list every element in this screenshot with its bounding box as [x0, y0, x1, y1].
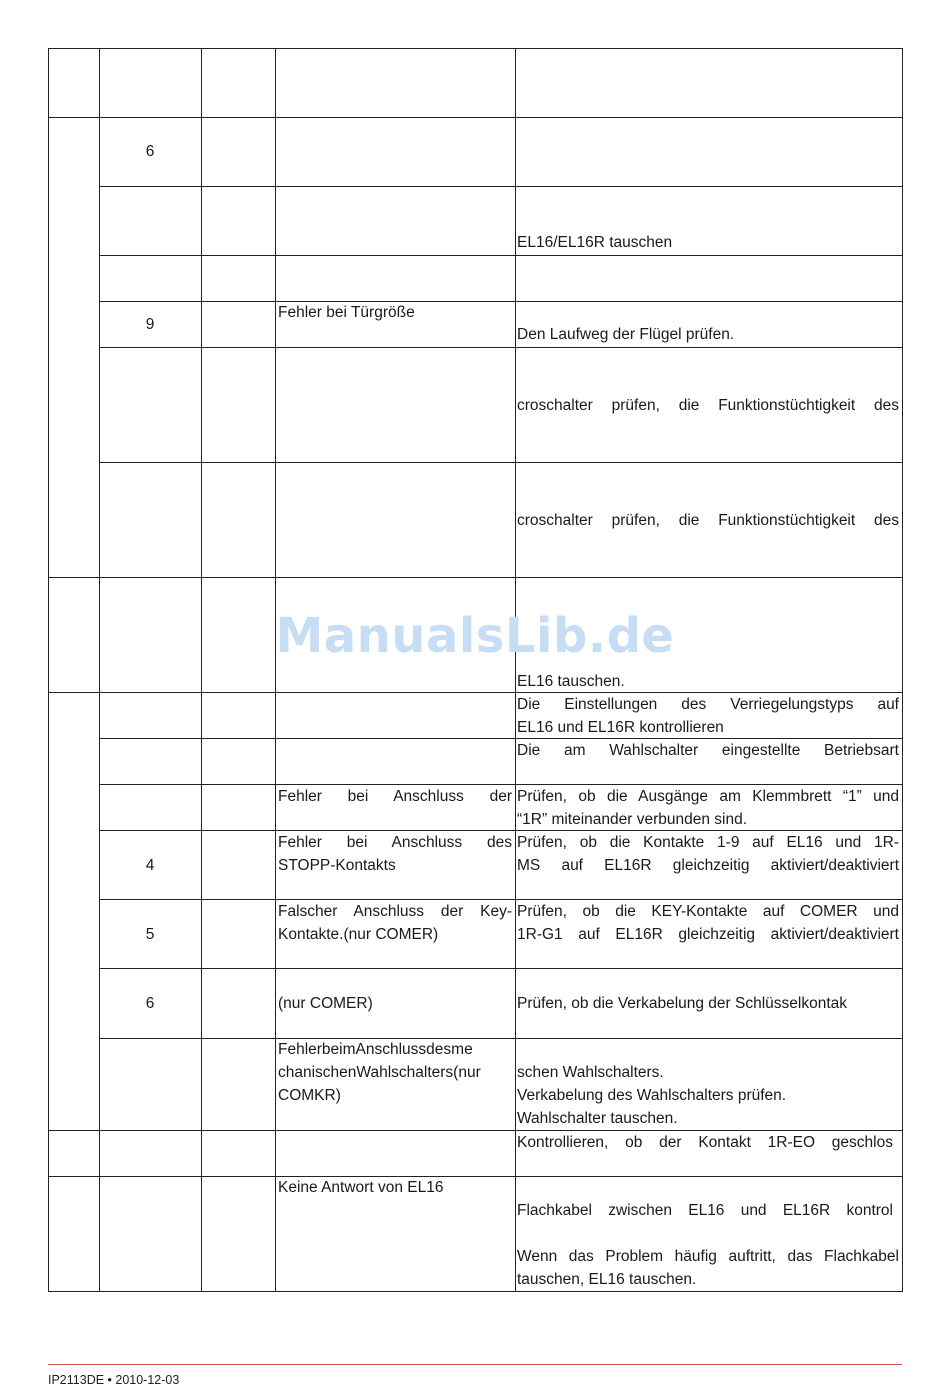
remedy-line: 1R-G1 auf EL16R gleichzeitig aktiviert/deaktiviert [517, 926, 899, 943]
row-divider [48, 577, 902, 578]
row-divider [99, 186, 902, 187]
remedy-line: EL16 und EL16R kontrollieren [517, 719, 724, 736]
table-border-top [48, 48, 902, 49]
footer-divider [48, 1364, 902, 1365]
remedy-text: croschalter prüfen, die Funktionstüchtigkeit des [517, 397, 899, 414]
fault-line: Kontakte.(nur COMER) [278, 926, 439, 943]
error-number: 6 [145, 995, 155, 1012]
row-divider [99, 968, 902, 969]
col-divider [515, 48, 516, 1292]
remedy-text: EL16/EL16R tauschen [517, 234, 673, 251]
fault-text: Fehler bei Türgröße [278, 304, 415, 321]
remedy-text: Kontrollieren, ob der Kontakt 1R-EO geschlos [517, 1134, 893, 1151]
error-number: 5 [145, 926, 155, 943]
remedy-text [517, 1199, 899, 1291]
table-border-right [902, 48, 903, 1292]
remedy-line: Prüfen, ob die Kontakte 1-9 auf EL16 und 1R- [517, 834, 899, 851]
footer-doc-id: IP2113DE • 2010-12-03 [48, 1373, 180, 1387]
remedy-text [517, 900, 899, 946]
row-divider [99, 347, 902, 348]
remedy-line: Prüfen, ob die Ausgänge am Klemmbrett “1” und [517, 788, 899, 805]
fault-line: FehlerbeimAnschlussdesme [278, 1041, 473, 1058]
remedy-line: tauschen, EL16 tauschen. [517, 1271, 697, 1288]
remedy-line: Verkabelung des Wahlschalters prüfen. [517, 1087, 787, 1104]
watermark-logo: ManualsLib.de [275, 608, 675, 664]
error-number: 9 [145, 316, 155, 333]
remedy-line: Prüfen, ob die KEY-Kontakte auf COMER und [517, 903, 899, 920]
fault-line: Falscher Anschluss der Key- [278, 903, 512, 920]
fault-text: Fehler bei Anschluss der [278, 788, 512, 805]
fault-text [278, 900, 512, 946]
remedy-text: croschalter prüfen, die Funktionstüchtigkeit des [517, 512, 899, 529]
error-number: 6 [145, 143, 155, 160]
remedy-text: Die am Wahlschalter eingestellte Betriebsart [517, 742, 899, 759]
col-divider [48, 48, 49, 1292]
blank-line [517, 1222, 899, 1245]
remedy-line: “1R” miteinander verbunden sind. [517, 811, 748, 828]
col-divider [275, 48, 276, 1292]
fault-line: Fehler bei Anschluss des [278, 834, 512, 851]
col-divider [99, 48, 100, 1292]
row-divider [99, 462, 902, 463]
fault-line: STOPP-Kontakts [278, 857, 396, 874]
fault-text [278, 831, 512, 877]
table-border-bottom [48, 1291, 902, 1292]
remedy-text: EL16 tauschen. [517, 673, 625, 690]
remedy-text [517, 693, 899, 739]
fault-line: COMKR) [278, 1087, 341, 1104]
row-divider [48, 117, 902, 118]
remedy-text [517, 1061, 900, 1130]
fault-text: Keine Antwort von EL16 [278, 1179, 444, 1196]
remedy-line: MS auf EL16R gleichzeitig aktiviert/deaktiviert [517, 857, 899, 874]
error-number: 4 [145, 857, 155, 874]
remedy-text: Den Laufweg der Flügel prüfen. [517, 326, 735, 343]
remedy-line: schen Wahlschalters. [517, 1064, 664, 1081]
remedy-text [517, 831, 899, 877]
remedy-line: Wenn das Problem häufig auftritt, das Flachkabel [517, 1248, 899, 1265]
remedy-line: Flachkabel zwischen EL16 und EL16R kontrol [517, 1202, 893, 1219]
remedy-text [517, 785, 899, 831]
fault-line: chanischenWahlschalters(nur [278, 1064, 481, 1081]
remedy-line: Die Einstellungen des Verriegelungstyps auf [517, 696, 899, 713]
remedy-text: Prüfen, ob die Verkabelung der Schlüsselkontak [517, 995, 848, 1012]
fault-text [278, 1038, 512, 1107]
row-divider [99, 255, 902, 256]
col-divider [201, 48, 202, 1292]
fault-text: (nur COMER) [278, 995, 373, 1012]
remedy-line: Wahlschalter tauschen. [517, 1110, 678, 1127]
